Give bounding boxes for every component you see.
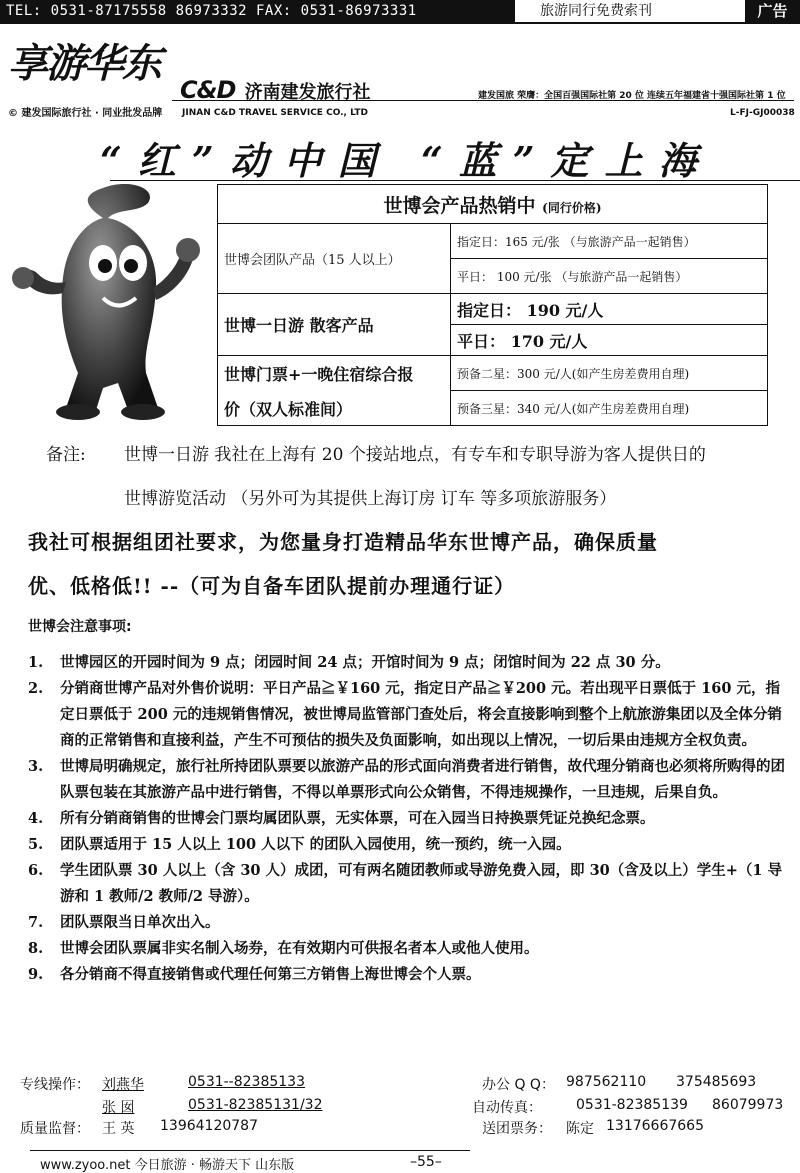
quality-name: 王 英: [102, 1121, 135, 1137]
note-item: 6. 学生团队票 30 人以上（含 30 人）成团，可有两名随团教师或导游免费入园，即 30（含及以上）学生+（1 导游和 1 教师/2 教师/2 导游）。: [28, 862, 783, 905]
company-cn: 济南建发旅行社: [244, 82, 371, 103]
fax-label: 自动传真：: [472, 1100, 542, 1116]
row-team-name: 世博会团队产品（15 人以上）: [218, 224, 451, 294]
fax-1: 0531-82385139: [576, 1097, 688, 1113]
index-label: 旅游同行免费索刊: [540, 3, 652, 19]
qq-1: 987562110: [566, 1074, 647, 1090]
op1-phone: 0531--82385133: [188, 1074, 305, 1090]
note-item: 9. 各分销商不得直接销售或代理任何第三方销售上海世博会个人票。: [28, 966, 481, 983]
company-abbr: C&D: [180, 76, 236, 104]
brand-logo: 享游华东: [8, 40, 160, 87]
row-package-name: 世博门票+一晚住宿综合报 价（双人标准间）: [218, 356, 451, 426]
promo-line-2: 优、低格低!! --（可为自备车团队提前办理通行证）: [28, 574, 516, 598]
footer-site: www.zyoo.net 今日旅游 · 畅游天下 山东版: [40, 1158, 295, 1173]
contact-line: TEL: 0531-87175558 86973332 FAX: 0531-86973331: [0, 0, 515, 22]
footer-divider: [30, 1150, 470, 1151]
slogan-title: “红”动中国 “蓝”定上海: [100, 138, 713, 183]
ad-badge: 广告: [745, 0, 800, 22]
line-op-label: 专线操作：: [20, 1077, 90, 1093]
notes-title: 世博会注意事项:: [28, 619, 132, 635]
row-team-special: 指定日：165 元/张 （与旅游产品一起销售）: [451, 224, 768, 259]
remark-line-1: 备注: 世博一日游 我社在上海有 20 个接站地点，有专车和专职导游为客人提供日的: [46, 440, 706, 465]
qq-label: 办公 Q Q：: [482, 1077, 555, 1093]
notes-list: [28, 650, 788, 988]
op2-name: 张 囡: [102, 1100, 135, 1116]
row-daytour-name: 世博一日游 散客产品: [218, 294, 451, 356]
quality-phone: 13964120787: [160, 1118, 258, 1134]
remark-label: 备注:: [46, 445, 86, 465]
ticket-name: 陈定: [566, 1121, 594, 1137]
ticket-label: 送团票务：: [482, 1121, 552, 1137]
note-item: 2. 分销商世博产品对外售价说明：平日产品≧￥160 元，指定日产品≧￥200 元。若出现平日票低于 160 元，指定日票低于 200 元的违规销售情况，被世博局监管部门查处后，将会直接影响到整个上航旅游集团以及全体分销商的正常销售和直接利益，产生不可预估的损失及负面影响，如出现以上情况，一切后果由违规方全权负责。: [28, 680, 782, 749]
slogan-divider: [110, 180, 800, 181]
ticket-phone: 13176667665: [606, 1118, 704, 1134]
row-daytour-special: 指定日： 190 元/人: [451, 294, 768, 325]
row-package-2star: 预备二星：300 元/人(如产生房差费用自理): [451, 356, 768, 391]
note-item: 8. 世博会团队票属非实名制入场券，在有效期内可供报名者本人或他人使用。: [28, 940, 539, 957]
row-team-normal: 平日： 100 元/张 （与旅游产品一起销售）: [451, 259, 768, 294]
price-table: [217, 184, 768, 426]
op1-name: 刘燕华: [102, 1077, 144, 1093]
row-daytour-normal: 平日： 170 元/人: [451, 325, 768, 356]
mascot-illustration: [8, 178, 208, 428]
top-bar: [0, 0, 800, 24]
note-item: 4. 所有分销商销售的世博会门票均属团队票，无实体票，可在入园当日持换票凭证兑换纪念票。: [28, 810, 655, 827]
remark-line-2: 世博游览活动 （另外可为其提供上海订房 订车 等多项旅游服务）: [124, 489, 617, 509]
row-package-3star: 预备三星：340 元/人(如产生房差费用自理): [451, 391, 768, 426]
op2-phone: 0531-82385131/32: [188, 1097, 323, 1113]
fax-2: 86079973: [712, 1097, 784, 1113]
note-item: 5. 团队票适用于 15 人以上 100 人以下 的团队入园使用，统一预约，统一入园。: [28, 836, 571, 853]
quality-label: 质量监督：: [20, 1121, 90, 1137]
page-number: –55–: [410, 1154, 442, 1170]
note-item: 7. 团队票限当日单次出入。: [28, 914, 220, 931]
license-no: L-FJ-GJ00038: [730, 108, 795, 118]
qq-2: 375485693: [676, 1074, 757, 1090]
brand-subtitle: © 建发国际旅行社 · 同业批发品牌: [8, 108, 163, 119]
table-title: 世博会产品热销中 (同行价格): [218, 185, 768, 224]
note-item: 1. 世博园区的开园时间为 9 点；闭园时间 24 点；开馆时间为 9 点；闭馆时间为 22 点 30 分。: [28, 654, 670, 671]
company-en: JINAN C&D TRAVEL SERVICE CO., LTD: [182, 108, 368, 118]
honor-text: 建发国旅 荣膺：全国百强国际社第 20 位 连续五年福建省十强国际社第 1 位: [478, 91, 786, 101]
promo-line-1: 我社可根据组团社要求，为您量身打造精品华东世博产品，确保质量: [28, 530, 658, 554]
note-item: 3. 世博局明确规定，旅行社所持团队票要以旅游产品的形式面向消费者进行销售，故代理分销商也必须将所购得的团队票包装在其旅游产品中进行销售，不得以单票形式向公众销售，不得违规操作，一旦违规，后果自负。: [28, 758, 785, 801]
